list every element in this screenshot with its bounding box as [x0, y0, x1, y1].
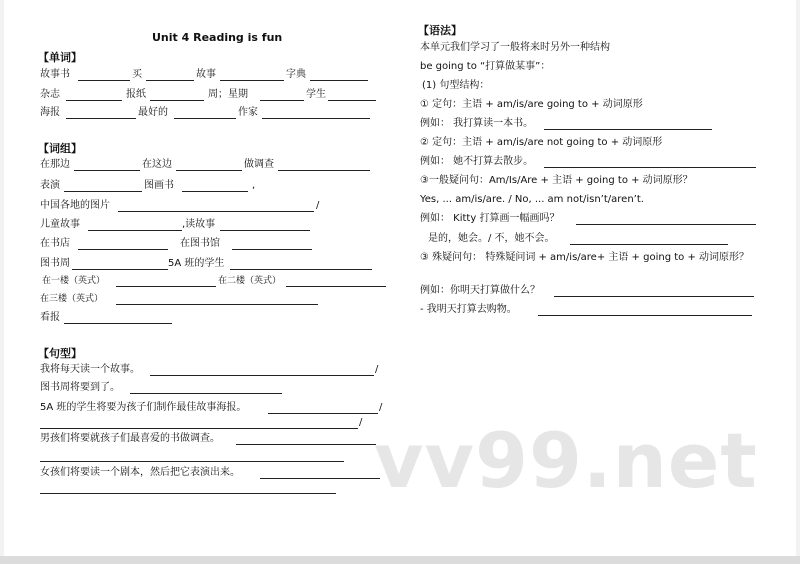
answer-blank[interactable]	[544, 167, 756, 168]
phrase-label: 在三楼（英式）	[40, 294, 104, 304]
answer-blank[interactable]	[150, 375, 374, 376]
grammar-example: 例如： 她不打算去散步。	[420, 156, 534, 167]
answer-blank[interactable]	[40, 428, 358, 429]
answer-blank[interactable]	[328, 100, 376, 101]
answer-blank[interactable]	[268, 413, 378, 414]
answer-blank[interactable]	[286, 286, 386, 287]
answer-blank[interactable]	[130, 393, 282, 394]
answer-blank[interactable]	[554, 296, 754, 297]
answer-blank[interactable]	[78, 249, 168, 250]
grammar-rule: ① 定句：主语 + am/is/are going to + 动词原形	[420, 99, 643, 110]
word-label: 报纸	[126, 89, 146, 100]
phrase-label: 表演	[40, 180, 60, 191]
answer-blank[interactable]	[78, 80, 130, 81]
worksheet-page	[4, 0, 796, 556]
answer-blank[interactable]	[236, 444, 376, 445]
watermark: vv99.net	[374, 416, 758, 505]
answer-blank[interactable]	[146, 80, 194, 81]
answer-blank[interactable]	[260, 100, 304, 101]
sentence-prompt: 5A 班的学生将要为孩子们制作最佳故事海报。	[40, 402, 247, 413]
grammar-text: (1) 句型结构：	[422, 80, 490, 91]
answer-blank[interactable]	[118, 211, 314, 212]
answer-blank[interactable]	[576, 224, 756, 225]
grammar-example: 例如： Kitty 打算画一幅画吗？	[420, 213, 560, 224]
sentence-prompt: 男孩们将要就孩子们最喜爱的书做调查。	[40, 433, 220, 444]
slash-mark: /	[375, 364, 379, 375]
answer-blank[interactable]	[88, 230, 182, 231]
page-title: Unit 4 Reading is fun	[152, 31, 283, 44]
word-label: 字典	[286, 69, 306, 80]
grammar-example: - 我明天打算去购物。	[420, 304, 517, 315]
phrase-label: 看报	[40, 312, 60, 323]
answer-blank[interactable]	[260, 478, 380, 479]
word-label: 杂志	[40, 89, 60, 100]
phrase-label: 在一楼（英式）	[42, 276, 106, 286]
answer-blank[interactable]	[220, 230, 310, 231]
grammar-example: 是的，她会。/ 不，她不会。	[428, 233, 555, 244]
grammar-example: 例如：你明天打算做什么？	[420, 285, 540, 296]
answer-blank[interactable]	[182, 191, 248, 192]
grammar-text: 本单元我们学习了一般将来时另外一种结构	[420, 42, 610, 53]
grammar-rule: ③一般疑问句：Am/Is/Are + 主语 + going to + 动词原形？	[420, 175, 693, 186]
answer-blank[interactable]	[570, 244, 728, 245]
sentence-prompt: 我将每天读一个故事。	[40, 364, 140, 375]
phrase-label: 中国各地的图片	[40, 200, 110, 211]
answer-blank[interactable]	[278, 170, 370, 171]
word-label: 故事书	[40, 69, 70, 80]
phrase-punct: ,	[252, 180, 256, 191]
section-grammar-heading: 【语法】	[418, 24, 462, 37]
answer-blank[interactable]	[220, 80, 284, 81]
answer-blank[interactable]	[64, 191, 142, 192]
answer-blank[interactable]	[66, 118, 136, 119]
section-words-heading: 【单词】	[38, 51, 82, 64]
word-label: 周；星期	[208, 89, 248, 100]
phrase-label: 在书店	[40, 238, 70, 249]
phrase-label: 在图书馆	[180, 238, 220, 249]
phrase-label: ,读故事	[182, 219, 216, 230]
answer-blank[interactable]	[116, 286, 216, 287]
answer-blank[interactable]	[230, 269, 372, 270]
answer-blank[interactable]	[174, 118, 236, 119]
answer-blank[interactable]	[150, 100, 204, 101]
word-label: 故事	[196, 69, 216, 80]
sentence-prompt: 女孩们将要读一个剧本，然后把它表演出来。	[40, 467, 240, 478]
grammar-text: be going to “打算做某事”：	[420, 61, 551, 72]
phrase-label: 图画书	[144, 180, 174, 191]
answer-blank[interactable]	[544, 129, 712, 130]
phrase-label: 儿童故事	[40, 219, 80, 230]
grammar-text: Yes, ... am/is/are. / No, ... am not/isn’t/aren’t.	[420, 194, 644, 205]
answer-blank[interactable]	[66, 100, 122, 101]
section-phrases-heading: 【词组】	[38, 142, 82, 155]
sentence-prompt: 图书周将要到了。	[40, 382, 120, 393]
answer-blank[interactable]	[74, 170, 140, 171]
word-label: 买	[132, 69, 142, 80]
phrase-label: 做调查	[244, 159, 274, 170]
phrase-label: 在这边	[142, 159, 172, 170]
word-label: 作家	[238, 107, 258, 118]
slash-mark: /	[316, 200, 320, 211]
answer-blank[interactable]	[40, 493, 336, 494]
phrase-label: 在那边	[40, 159, 70, 170]
slash-mark: /	[359, 417, 363, 428]
word-label: 学生	[306, 89, 326, 100]
phrase-label: 图书周	[40, 258, 70, 269]
section-sentences-heading: 【句型】	[38, 347, 82, 360]
grammar-rule: ② 定句：主语 + am/is/are not going to + 动词原形	[420, 137, 663, 148]
phrase-label: 5A 班的学生	[168, 258, 225, 269]
answer-blank[interactable]	[310, 80, 368, 81]
answer-blank[interactable]	[116, 304, 318, 305]
slash-mark: /	[379, 402, 383, 413]
answer-blank[interactable]	[40, 461, 344, 462]
answer-blank[interactable]	[64, 323, 172, 324]
answer-blank[interactable]	[176, 170, 242, 171]
answer-blank[interactable]	[538, 315, 752, 316]
word-label: 海报	[40, 107, 60, 118]
answer-blank[interactable]	[262, 118, 370, 119]
grammar-rule: ③ 殊疑问句： 特殊疑问词 + am/is/are+ 主语 + going to + 动词原形？	[420, 252, 750, 263]
answer-blank[interactable]	[232, 249, 312, 250]
answer-blank[interactable]	[72, 269, 168, 270]
page-bottom-edge	[0, 556, 800, 564]
word-label: 最好的	[138, 107, 168, 118]
grammar-example: 例如： 我打算读一本书。	[420, 118, 534, 129]
phrase-label: 在二楼（英式）	[218, 276, 282, 286]
